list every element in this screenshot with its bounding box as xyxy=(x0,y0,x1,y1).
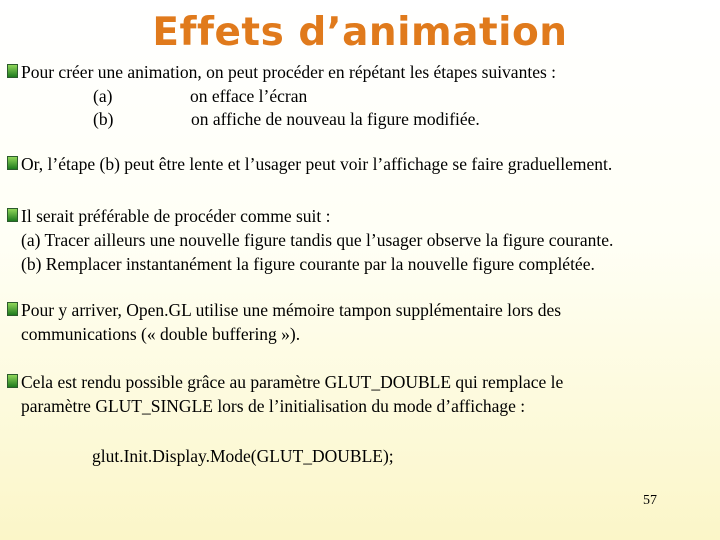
bullet-1-sub-a-text: on efface l’écran xyxy=(190,86,308,106)
bullet-marker xyxy=(7,208,18,222)
code-line: glut.Init.Display.Mode(GLUT_DOUBLE); xyxy=(92,446,394,466)
bullet-5-line-1: Cela est rendu possible grâce au paramètre GLUT_DOUBLE qui remplace le xyxy=(21,372,564,392)
bullet-marker xyxy=(7,156,18,170)
bullet-3-line-3: (b) Remplacer instantanément la figure courante par la nouvelle figure complétée. xyxy=(21,254,595,274)
bullet-4-line-2: communications (« double buffering »). xyxy=(21,324,301,344)
bullet-1-sub-b-text: on affiche de nouveau la figure modifiée. xyxy=(191,109,480,129)
bullet-3-line-1: Il serait préférable de procéder comme suit : xyxy=(21,206,331,226)
bullet-marker xyxy=(7,374,18,388)
bullet-marker xyxy=(7,302,18,316)
bullet-2-line-1: Or, l’étape (b) peut être lente et l’usager peut voir l’affichage se faire graduellement. xyxy=(21,154,613,174)
page-number: 57 xyxy=(643,493,657,508)
bullet-4-line-1: Pour y arriver, Open.GL utilise une mémoire tampon supplémentaire lors des xyxy=(21,300,562,320)
bullet-3-line-2: (a) Tracer ailleurs une nouvelle figure tandis que l’usager observe la figure courante. xyxy=(21,230,614,250)
bullet-1-line-1: Pour créer une animation, on peut procéder en répétant les étapes suivantes : xyxy=(21,62,557,82)
bullet-marker xyxy=(7,64,18,78)
bullet-1-sub-a-label: (a) xyxy=(93,86,113,106)
slide-title: Effets d’animation xyxy=(152,10,568,55)
bullet-5-line-2: paramètre GLUT_SINGLE lors de l’initialisation du mode d’affichage : xyxy=(21,396,526,416)
bullet-1-sub-b-label: (b) xyxy=(93,109,114,129)
